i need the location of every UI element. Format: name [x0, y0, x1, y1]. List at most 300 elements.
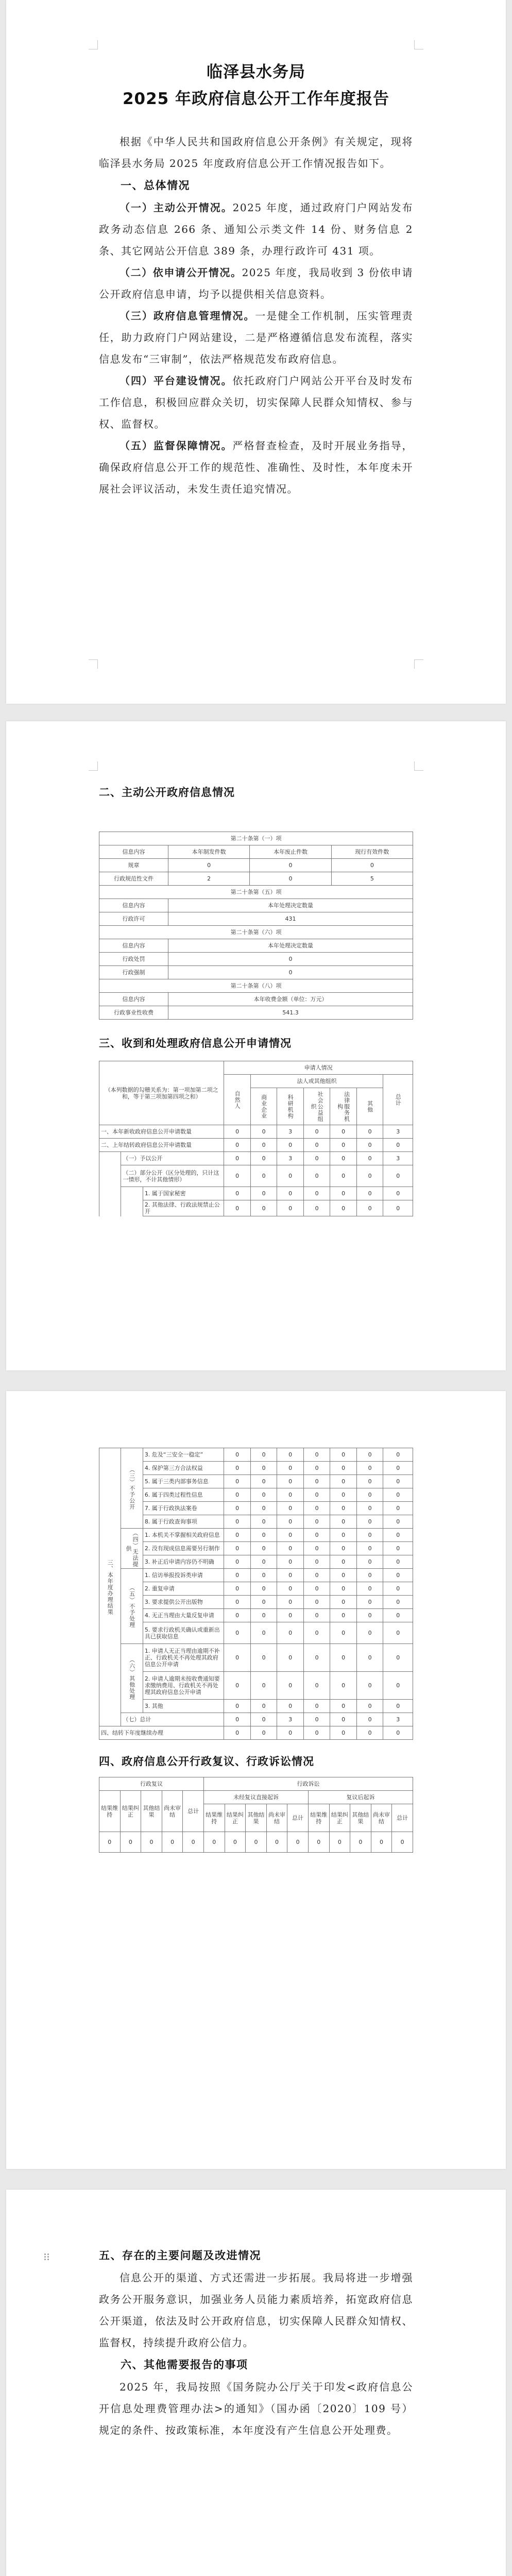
table-cell: 0 — [250, 1713, 277, 1726]
table-row — [99, 1165, 413, 1187]
table-cell: 0 — [224, 1713, 251, 1726]
page-corner-mark — [414, 761, 423, 771]
table-row — [99, 1448, 413, 1462]
column-group-header: 行政复议 — [99, 1777, 204, 1791]
table-cell: 0 — [224, 1165, 251, 1187]
document-page-2 — [6, 721, 506, 1370]
document-title-line-2: 2025 年政府信息公开工作年度报告 — [122, 90, 390, 108]
table-row — [99, 1462, 413, 1475]
section-heading-review: 四、政府信息公开行政复议、行政诉讼情况 — [99, 1755, 314, 1768]
document-title-line-1: 临泽县水务局 — [207, 63, 305, 81]
table-cell: 0 — [330, 1672, 357, 1700]
row-label: （二）部分公开（区分处理的，只计这一情形，不计其他情形） — [121, 1165, 224, 1187]
row-label: 1. 本机关不掌握相关政府信息 — [143, 1529, 224, 1542]
column-header: 其他 — [366, 1100, 373, 1113]
table-cell: 0 — [303, 1529, 330, 1542]
table-cell: 0 — [330, 1152, 357, 1165]
table-cell: 0 — [224, 1726, 251, 1740]
table-cell: 0 — [330, 1462, 357, 1475]
table-cell: 0 — [225, 1832, 246, 1853]
column-header: 总计 — [287, 1804, 309, 1832]
table-cell: 0 — [277, 1165, 304, 1187]
table-cell: 0 — [250, 1644, 277, 1672]
table-cell: 0 — [356, 1515, 383, 1529]
table-cell: 0 — [250, 1200, 277, 1216]
drag-handle-icon[interactable] — [44, 2253, 49, 2261]
table-row — [99, 912, 413, 926]
table-cell: 0 — [330, 1448, 357, 1462]
table-cell: 0 — [277, 1726, 304, 1740]
table-cell: 431 — [168, 912, 413, 926]
table-cell: 0 — [224, 1529, 251, 1542]
column-header: 其他结果 — [350, 1804, 371, 1832]
table-cell: 0 — [303, 1502, 330, 1515]
table-cell: 0 — [303, 1569, 330, 1582]
table-cell: 0 — [356, 1200, 383, 1216]
paragraph-text: 2025 年度，通过政府门户网站发布政务动态信息 266 条、通知公示类文件 14 份、财务信息 2 条、其它网站公开信息 389 条，办理行政许可 431 项。 — [99, 201, 413, 257]
table-cell: 0 — [383, 1672, 413, 1700]
column-header: 尚未审结 — [266, 1804, 287, 1832]
table-cell: 0 — [383, 1475, 413, 1488]
row-label: 3. 其他 — [143, 1700, 224, 1713]
row-group-label: 三、本年度办理结果 — [107, 1559, 114, 1615]
table-row — [99, 1187, 413, 1200]
table-cell: 0 — [330, 1726, 357, 1740]
column-header: 总计 — [183, 1791, 204, 1832]
table-cell: 0 — [277, 1448, 304, 1462]
table-cell: 0 — [383, 1165, 413, 1187]
table-cell: 0 — [356, 1165, 383, 1187]
table-row — [99, 966, 413, 979]
row-label: 1. 信访举报投诉类申请 — [143, 1569, 224, 1582]
table-cell: 0 — [356, 1488, 383, 1502]
section-heading-applications: 三、收到和处理政府信息公开申请情况 — [99, 1037, 292, 1049]
table-cell: 0 — [168, 953, 413, 966]
table-cell: 0 — [250, 1542, 277, 1555]
table-cell: 0 — [383, 1200, 413, 1216]
table-cell: 0 — [383, 1462, 413, 1475]
column-header: 结果纠正 — [225, 1804, 246, 1832]
table-cell: 0 — [383, 1529, 413, 1542]
document-page-4 — [6, 2190, 506, 2576]
table-cell: 0 — [383, 1622, 413, 1644]
column-group-header: 申请人情况 — [224, 1061, 413, 1075]
table-cell: 0 — [287, 1832, 309, 1853]
table-cell: 0 — [277, 1515, 304, 1529]
page-corner-mark — [414, 659, 423, 669]
table-cell: 0 — [250, 1448, 277, 1462]
table-cell: 0 — [331, 859, 413, 872]
row-label: （七）总计 — [121, 1713, 224, 1726]
column-header: 结果维持 — [99, 1791, 121, 1832]
table-cell: 0 — [383, 1448, 413, 1462]
table-cell: 0 — [277, 1502, 304, 1515]
table-cell: 0 — [330, 1542, 357, 1555]
table-cell: 0 — [303, 1448, 330, 1462]
table-cell: 0 — [356, 1152, 383, 1165]
table-cell: 0 — [330, 1139, 357, 1152]
table-cell: 0 — [383, 1488, 413, 1502]
table-cell: 0 — [250, 1488, 277, 1502]
row-label: 四、结转下年度继续办理 — [99, 1726, 224, 1740]
table-cell: 行政事业性收费 — [99, 1006, 168, 1020]
page-corner-mark — [89, 40, 98, 49]
table-cell: 0 — [303, 1200, 330, 1216]
table-cell: 0 — [383, 1555, 413, 1569]
row-label: 2. 申请人逾期未按收费通知要求缴纳费用、行政机关不再处理其政府信息公开申请 — [143, 1672, 224, 1700]
row-label: 4. 无正当理由大量反复申请 — [143, 1609, 224, 1622]
overview-paragraph — [99, 370, 413, 435]
column-header: 其他结果 — [246, 1804, 267, 1832]
row-group-label: （六）其他处理 — [128, 1656, 135, 1700]
column-header: 社会公益组织 — [310, 1091, 324, 1122]
table-cell: 0 — [277, 1139, 304, 1152]
column-header: 结果维持 — [203, 1804, 225, 1832]
column-group-header: 行政诉讼 — [203, 1777, 413, 1791]
column-header: 法律服务机构 — [336, 1091, 350, 1122]
table-cell: 0 — [277, 1596, 304, 1609]
row-label: 8. 属于行政查询事项 — [143, 1515, 224, 1529]
table-cell: 行政处罚 — [99, 953, 168, 966]
table-cell: 0 — [350, 1832, 371, 1853]
column-header: 本年处理决定数量 — [168, 899, 413, 912]
table-row — [99, 1152, 413, 1165]
table-cell: 0 — [224, 1139, 251, 1152]
table-cell: 0 — [330, 1555, 357, 1569]
table-cell: 0 — [250, 1726, 277, 1740]
table-cell: 0 — [383, 1569, 413, 1582]
table-cell: 0 — [250, 859, 331, 872]
table-row — [99, 1139, 413, 1152]
column-group-header: 未经复议直接起诉 — [203, 1791, 308, 1804]
table-cell: 0 — [356, 1502, 383, 1515]
table-cell: 0 — [224, 1200, 251, 1216]
column-header: 其他结果 — [141, 1791, 162, 1832]
table-cell: 0 — [330, 1609, 357, 1622]
section-heading-overview: 一、总体情况 — [121, 179, 190, 192]
paragraph-lead: （二）依申请公开情况。 — [120, 266, 242, 279]
table-cell: 0 — [303, 1672, 330, 1700]
table-cell: 0 — [277, 1582, 304, 1596]
column-header: 本年处理决定数量 — [168, 939, 413, 953]
column-header: 尚未审结 — [162, 1791, 183, 1832]
column-header: 总计 — [392, 1804, 413, 1832]
page-corner-mark — [89, 761, 98, 771]
table-row — [99, 1596, 413, 1609]
table-cell: 0 — [250, 1622, 277, 1644]
row-label: 7. 属于行政执法案卷 — [143, 1502, 224, 1515]
table-cell: 0 — [303, 1187, 330, 1200]
table-cell: 5 — [331, 872, 413, 886]
table-cell: 0 — [224, 1448, 251, 1462]
table-cell: 3 — [277, 1125, 304, 1139]
table-cell: 0 — [224, 1475, 251, 1488]
table-cell: 0 — [330, 1125, 357, 1139]
table-cell: 0 — [277, 1569, 304, 1582]
table-cell: 0 — [120, 1832, 141, 1853]
row-label: 4. 保护第三方合法权益 — [143, 1462, 224, 1475]
table-cell: 0 — [250, 1475, 277, 1488]
column-header: 现行有效件数 — [331, 845, 413, 859]
table-row — [99, 1515, 413, 1529]
row-label: 2. 没有现成信息需要另行制作 — [143, 1542, 224, 1555]
table-cell: 0 — [224, 1596, 251, 1609]
table-cell: 0 — [303, 1165, 330, 1187]
column-group-header: 法人或其他组织 — [250, 1075, 383, 1088]
table-cell: 规章 — [99, 859, 168, 872]
document-page-3 — [6, 1391, 506, 2169]
table-cell: 0 — [356, 1569, 383, 1582]
row-label: 3. 补正后申请内容仍不明确 — [143, 1555, 224, 1569]
table-cell: 0 — [250, 1125, 277, 1139]
column-header: 总计 — [395, 1093, 402, 1106]
table-cell: 0 — [308, 1832, 329, 1853]
column-header: 结果纠正 — [329, 1804, 350, 1832]
table-cell: 0 — [250, 1462, 277, 1475]
overview-paragraph — [99, 305, 413, 370]
column-header: 信息内容 — [99, 939, 168, 953]
table-cell: 0 — [224, 1644, 251, 1672]
table-cell: 0 — [330, 1700, 357, 1713]
table-cell: 0 — [303, 1726, 330, 1740]
paragraph-lead: （一）主动公开情况。 — [120, 201, 233, 214]
column-header: 信息内容 — [99, 899, 168, 912]
column-header: 商业企业 — [260, 1094, 267, 1119]
table-row — [99, 872, 413, 886]
paragraph-lead: （三）政府信息管理情况。 — [120, 310, 255, 322]
table-cell: 0 — [330, 1515, 357, 1529]
table-cell: 0 — [330, 1475, 357, 1488]
table-cell: 0 — [224, 1569, 251, 1582]
column-header: 信息内容 — [99, 993, 168, 1006]
table-cell: 2 — [168, 872, 249, 886]
column-header: 结果维持 — [308, 1804, 329, 1832]
table-cell: 0 — [303, 1488, 330, 1502]
table-cell: 0 — [250, 1139, 277, 1152]
table-cell: 0 — [277, 1200, 304, 1216]
table-cell: 0 — [330, 1529, 357, 1542]
table-cell: 0 — [303, 1700, 330, 1713]
table-cell: 0 — [203, 1832, 225, 1853]
row-label: 3. 要求提供公开出版物 — [143, 1596, 224, 1609]
table-row — [99, 1006, 413, 1020]
table-cell: 0 — [224, 1187, 251, 1200]
row-label: 6. 属于四类过程性信息 — [143, 1488, 224, 1502]
row-label: （一）予以公开 — [121, 1152, 224, 1165]
overview-paragraph — [99, 435, 413, 500]
column-header: 尚未审结 — [371, 1804, 392, 1832]
table-cell: 0 — [250, 1555, 277, 1569]
table-cell: 0 — [356, 1475, 383, 1488]
table-caption: 第二十条第（五）项 — [99, 886, 413, 899]
table-row — [99, 1542, 413, 1555]
table-cell: 0 — [277, 1488, 304, 1502]
table-cell: 0 — [329, 1832, 350, 1853]
table-cell: 0 — [224, 1502, 251, 1515]
overview-paragraph — [99, 197, 413, 262]
table-caption: 第二十条第（六）项 — [99, 926, 413, 939]
table-cell: 0 — [383, 1515, 413, 1529]
table-cell: 0 — [303, 1125, 330, 1139]
table-cell: 0 — [246, 1832, 267, 1853]
table-row — [99, 1672, 413, 1700]
table-cell: 0 — [383, 1726, 413, 1740]
table-cell: 行政许可 — [99, 912, 168, 926]
column-header: 信息内容 — [99, 845, 168, 859]
paragraph-text: 依托政府门户网站公开平台及时发布工作信息，积极回应群众关切，切实保障人民群众知情权、参与权、监督权。 — [99, 375, 414, 430]
table-row — [99, 1622, 413, 1644]
page-corner-mark — [414, 40, 423, 49]
table-cell: 0 — [277, 1529, 304, 1542]
column-header: 科研机构 — [287, 1094, 294, 1119]
table-cell: 0 — [303, 1713, 330, 1726]
table-cell: 0 — [383, 1542, 413, 1555]
table-row — [99, 1488, 413, 1502]
column-group-header: 复议后起诉 — [308, 1791, 413, 1804]
table-cell: 0 — [303, 1622, 330, 1644]
table-cell: 0 — [277, 1555, 304, 1569]
intro-paragraph: 根据《中华人民共和国政府信息公开条例》有关规定，现将临泽县水务局 2025 年度政府信息公开工作情况报告如下。 — [99, 135, 413, 170]
table-cell: 0 — [162, 1832, 183, 1853]
table-cell: 0 — [356, 1644, 383, 1672]
column-header: 本年收费金额（单位：万元） — [168, 993, 413, 1006]
table-cell: 0 — [224, 1488, 251, 1502]
table-cell: 0 — [330, 1502, 357, 1515]
paragraph-lead: （五）监督保障情况。 — [120, 439, 233, 452]
document-page-1 — [6, 0, 506, 704]
table-cell: 0 — [356, 1187, 383, 1200]
table-cell: 0 — [330, 1200, 357, 1216]
table-cell: 0 — [356, 1542, 383, 1555]
table-cell: 3 — [277, 1713, 304, 1726]
row-group-label: （三）不予公开 — [128, 1466, 135, 1510]
row-label: 5. 要求行政机关确认或重新出具已获取信息 — [143, 1622, 224, 1644]
table-cell: 0 — [303, 1462, 330, 1475]
table-corner-label: （本列数据的勾稽关系为：第一项加第二项之和，等于第三项加第四项之和） — [99, 1061, 224, 1125]
table-cell: 0 — [371, 1832, 392, 1853]
table-cell: 0 — [383, 1700, 413, 1713]
table-cell: 0 — [383, 1582, 413, 1596]
table-cell: 0 — [383, 1187, 413, 1200]
table-row — [99, 1125, 413, 1139]
section-heading-other: 六、其他需要报告的事项 — [121, 2359, 248, 2371]
table-cell: 0 — [250, 1165, 277, 1187]
table-cell: 0 — [277, 1700, 304, 1713]
table-cell: 0 — [330, 1713, 357, 1726]
table-cell: 0 — [277, 1609, 304, 1622]
table-row — [99, 1475, 413, 1488]
table-cell: 0 — [277, 1622, 304, 1644]
table-cell: 0 — [250, 1187, 277, 1200]
review-litigation-table — [99, 1777, 413, 1853]
table-row — [99, 1582, 413, 1596]
table-cell: 0 — [392, 1832, 413, 1853]
row-label: 1. 属于国家秘密 — [143, 1187, 224, 1200]
table-cell: 0 — [383, 1644, 413, 1672]
table-cell: 0 — [383, 1609, 413, 1622]
table-cell: 541.3 — [168, 1006, 413, 1020]
table-cell: 0 — [383, 1502, 413, 1515]
table-cell: 0 — [250, 1502, 277, 1515]
table-cell: 0 — [383, 1139, 413, 1152]
table-row — [99, 1569, 413, 1582]
table-row — [99, 1502, 413, 1515]
table-cell: 0 — [330, 1569, 357, 1582]
applications-table-part-1 — [99, 1061, 413, 1216]
table-cell: 3 — [383, 1713, 413, 1726]
problems-paragraph: 信息公开的渠道、方式还需进一步拓展。我局将进一步增强政务公开服务意识，加强业务人员能力素质培养，拓宽政府信息公开渠道，依法及时公开政府信息，切实保障人民群众知情权、监督权，持续提升政府公信力。 — [99, 2272, 413, 2349]
table-cell: 0 — [99, 1832, 121, 1853]
proactive-disclosure-table — [99, 832, 413, 1020]
table-row — [99, 953, 413, 966]
table-cell: 3 — [383, 1125, 413, 1139]
other-paragraph: 2025 年，我局按照《国务院办公厅关于印发<政府信息公开信息处理费管理办法>的通知》（国办函〔2020〕109 号）规定的条件、按政策标准，本年度没有产生信息公开处理费。 — [99, 2381, 413, 2436]
table-cell: 0 — [277, 1475, 304, 1488]
row-label: 3. 危及“三安全一稳定” — [143, 1448, 224, 1462]
table-cell: 0 — [303, 1139, 330, 1152]
table-cell: 0 — [356, 1125, 383, 1139]
table-cell: 0 — [356, 1672, 383, 1700]
table-cell: 0 — [303, 1644, 330, 1672]
table-cell: 0 — [224, 1609, 251, 1622]
row-label: 二、上年结转政府信息公开申请数量 — [99, 1139, 224, 1152]
row-label: 2. 其他法律、行政法规禁止公开 — [143, 1200, 224, 1216]
paragraph-text: 严格督查检查，及时开展业务指导，确保政府信息公开工作的规范性、准确性、及时性，本年度未开展社会评议活动，未发生责任追究情况。 — [99, 439, 414, 495]
table-cell: 0 — [277, 1644, 304, 1672]
table-row — [99, 1832, 413, 1853]
paragraph-text: 2025 年度，我局收到 3 份依申请公开政府信息申请，均予以提供相关信息资料。 — [99, 266, 414, 300]
table-cell: 0 — [277, 1542, 304, 1555]
table-row — [99, 1200, 413, 1216]
table-cell: 0 — [250, 1569, 277, 1582]
table-cell: 0 — [330, 1187, 357, 1200]
table-cell: 0 — [303, 1596, 330, 1609]
column-header: 本年制发件数 — [168, 845, 249, 859]
table-row — [99, 1726, 413, 1740]
table-cell: 0 — [303, 1609, 330, 1622]
table-row — [99, 1555, 413, 1569]
table-cell: 0 — [356, 1448, 383, 1462]
table-cell: 0 — [330, 1622, 357, 1644]
table-cell: 0 — [356, 1462, 383, 1475]
table-cell: 0 — [250, 1672, 277, 1700]
table-caption: 第二十条第（八）项 — [99, 979, 413, 993]
table-cell: 0 — [356, 1609, 383, 1622]
column-header: 结果纠正 — [120, 1791, 141, 1832]
table-cell: 0 — [356, 1529, 383, 1542]
table-cell: 0 — [356, 1596, 383, 1609]
table-cell: 0 — [168, 859, 249, 872]
table-cell: 0 — [224, 1672, 251, 1700]
table-cell: 0 — [303, 1555, 330, 1569]
column-header: 自然人 — [234, 1090, 241, 1109]
table-cell: 0 — [356, 1139, 383, 1152]
row-label: 1. 申请人无正当理由逾期不补正、行政机关不再处理其政府信息公开申请 — [143, 1644, 224, 1672]
table-cell: 3 — [277, 1152, 304, 1165]
table-cell: 0 — [250, 1596, 277, 1609]
table-cell: 0 — [356, 1555, 383, 1569]
table-cell: 0 — [224, 1555, 251, 1569]
table-row — [99, 859, 413, 872]
table-cell: 0 — [277, 1187, 304, 1200]
table-cell: 0 — [250, 1582, 277, 1596]
table-cell: 0 — [330, 1596, 357, 1609]
table-cell: 行政强制 — [99, 966, 168, 979]
table-cell: 0 — [183, 1832, 204, 1853]
table-caption: 第二十条第（一）项 — [99, 832, 413, 845]
row-label: 一、本年新收政府信息公开申请数量 — [99, 1125, 224, 1139]
table-cell: 0 — [330, 1488, 357, 1502]
